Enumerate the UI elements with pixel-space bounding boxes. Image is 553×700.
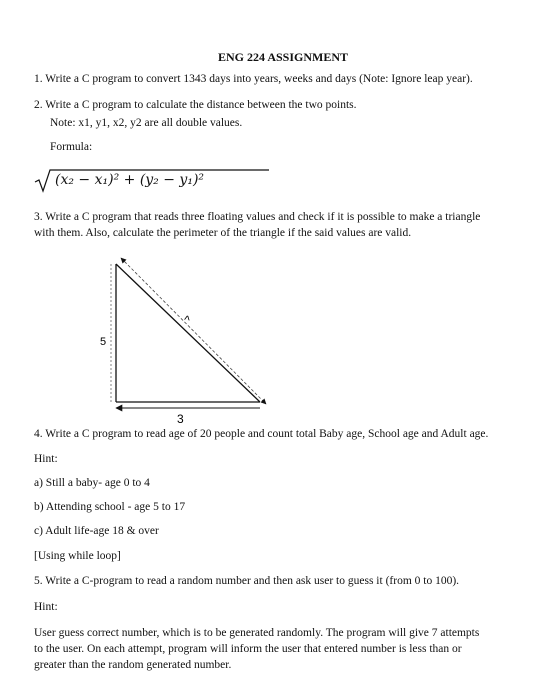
label-vertical-side: 5 [100,336,107,348]
question-2-note: Note: x1, y1, x2, y2 are all double values. [50,117,243,129]
question-3-line-2: with them. Also, calculate the perimeter of the triangle if the said values are valid. [34,227,412,239]
question-4-item-b: b) Attending school - age 5 to 17 [34,501,186,513]
question-2: 2. Write a C program to calculate the distance between the two points. [34,99,357,111]
triangle-figure [90,252,275,427]
label-base: 3 [177,412,184,426]
triangle-hypotenuse [116,264,260,402]
question-5: 5. Write a C-program to read a random number and then ask user to guess it (from 0 to 100). [34,575,460,587]
question-1: 1. Write a C program to convert 1343 days into years, weeks and days (Note: Ignore leap year). [34,73,473,85]
formula-label: Formula: [50,141,93,153]
page-title: ENG 224 ASSIGNMENT [218,50,349,64]
question-5-body-line-1: User guess correct number, which is to be generated randomly. The program will give 7 attempts [34,627,480,639]
question-5-hint: Hint: [34,601,58,613]
question-5-body-line-2: to the user. On each attempt, program will inform the user that entered number is less than or [34,643,462,655]
distance-formula [34,168,274,194]
question-4-item-a: a) Still a baby- age 0 to 4 [34,477,150,489]
question-4-hint: Hint: [34,453,58,465]
question-5-body-line-3: greater than the random generated number. [34,659,232,671]
label-hypotenuse: ^ [182,312,191,328]
question-4-note: [Using while loop] [34,550,121,562]
question-4: 4. Write a C program to read age of 20 people and count total Baby age, School age and Adult age. [34,428,489,440]
hypotenuse-dashed-arrow [121,258,266,404]
question-3-line-1: 3. Write a C program that reads three floating values and check if it is possible to make a triangle [34,211,481,223]
question-4-item-c: c) Adult life-age 18 & over [34,525,159,537]
formula-expression: (x₂ − x₁)² + (y₂ − y₁)² [55,172,205,188]
